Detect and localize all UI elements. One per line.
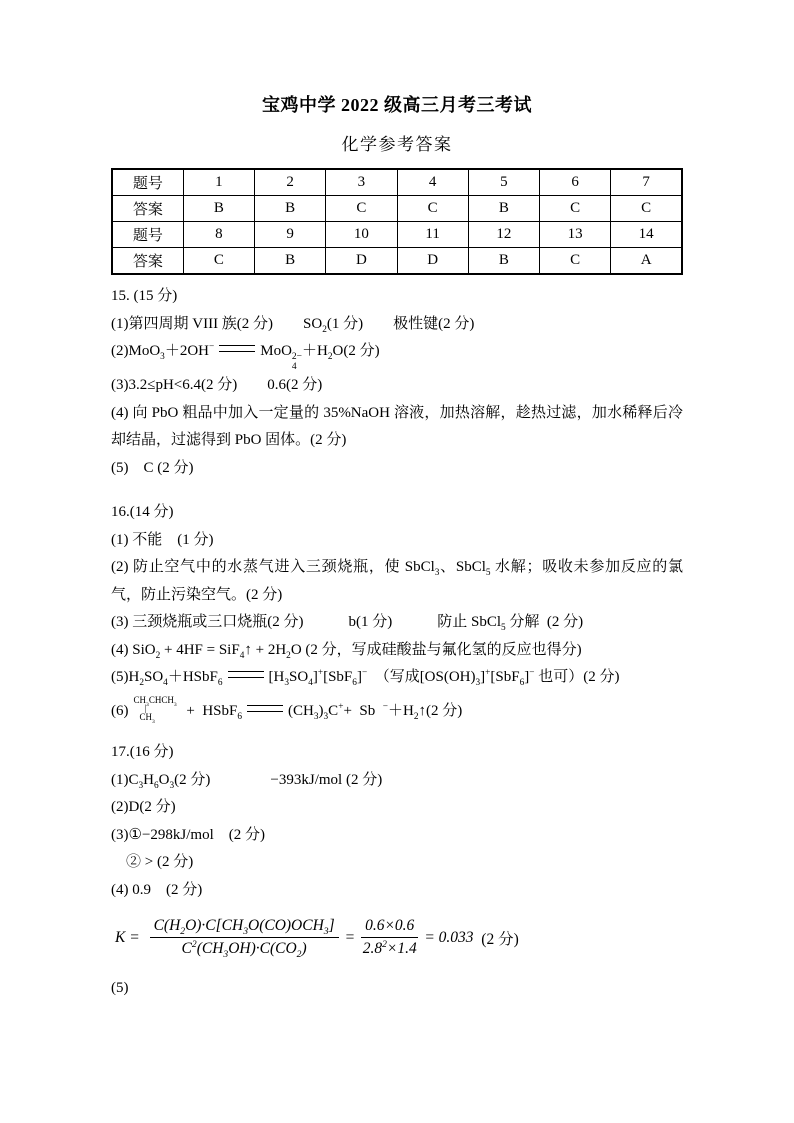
answer-cell: C [611,196,682,222]
section-heading: 15. (15 分) [111,288,178,304]
answer-cell: 13 [540,222,611,248]
answer-line: (5) C (2 分) [111,459,194,476]
answer-table [111,168,683,275]
answer-line: (4) 0.9 (2 分) [111,881,203,898]
page-subtitle: 化学参考答案 [341,135,453,154]
answer-line: (2)MoO$_3$＋2OH− MoO 2− 4 $+H_2O(2$ 分) [111,342,380,372]
answer-section [111,499,683,725]
answer-line: (4) 向 PbO 粗品中加入一定量的 35%NaOH 溶液，加热溶解，趁热过滤，加水稀释后冷却结晶，过滤得到 PbO 固体。(2 分) [111,404,683,449]
answer-cell: 3 [326,169,397,196]
answer-cell: 4 [397,169,468,196]
answer-cell: 1 [183,169,254,196]
answer-cell: 11 [397,222,468,248]
double-line-equals [228,671,264,678]
answer-cell: D [326,248,397,275]
answer-cell: B [255,248,326,275]
answer-cell: C [326,196,397,222]
answer-cell: C [183,248,254,275]
structure-bottom: $CH_3$ [139,711,155,725]
structure-prefix: (6) [111,703,129,720]
structure-top: $CH_3CHCH_3$ [133,694,177,708]
row-header-cell: 题号 [112,222,183,248]
answer-cell: 9 [255,222,326,248]
answer-line: ② > (2 分) [111,854,194,871]
table-row [112,196,682,222]
section-heading: 17.(16 分) [111,744,174,761]
structure-equation: + HSbF$_6$ $(CH_3)_3C^++ Sb$ $^-+H_2↑(2$ 分) [182,702,463,723]
answer-line: (1)第四周期 VIII 族(2 分) $SO_2(1$ 分) 极性键(2 分) [111,315,475,335]
keq-equals: = [344,928,356,946]
double-line-equals [219,345,255,352]
keq-lead: K = [115,928,144,946]
answer-line: (5) [111,980,129,997]
double-line-equals [247,705,283,712]
answer-cell: 6 [540,169,611,196]
answer-cell: 8 [183,222,254,248]
charge-stack: 2− 4 [291,352,303,372]
answer-line: $(1)C_3H_6O_3(2$ 分) −393kJ/mol (2 分) [111,771,383,791]
fraction-denominator: $2.8^2\times 1.4$ [362,939,417,958]
answer-cell: C [540,196,611,222]
structure-bond: | [144,703,147,714]
fraction [150,917,339,961]
answer-cell: 14 [611,222,682,248]
page-title: 宝鸡中学 2022 级高三月考三考试 [262,95,532,115]
answer-line: (1) 不能 (1 分) [111,531,214,548]
answer-section [111,283,683,482]
answer-cell: D [397,248,468,275]
answer-cell: 10 [326,222,397,248]
answer-line: (2)D(2 分) [111,799,176,816]
answer-cell: B [468,196,539,222]
answer-cell: B [183,196,254,222]
fraction [361,917,418,958]
answer-cell: 12 [468,222,539,248]
equilibrium-constant-line [115,917,683,961]
row-header-cell: 题号 [112,169,183,196]
document-page [111,0,683,1003]
table-row [112,222,682,248]
keq-score: (2 分) [473,930,519,948]
row-header-cell: 答案 [112,196,183,222]
table-row [112,169,682,196]
table-row [112,248,682,275]
answer-line: (3)3.2≤pH<6.4(2 分) 0.6(2 分) [111,377,323,394]
answer-cell: B [468,248,539,275]
answer-cell: A [611,248,682,275]
section-heading: 16.(14 分) [111,504,174,521]
row-header-cell: 答案 [112,248,183,275]
answer-cell: C [397,196,468,222]
answer-cell: C [540,248,611,275]
answer-cell: 2 [255,169,326,196]
keq-result: = 0.033 [424,928,474,946]
answer-section [111,739,683,1003]
answer-cell: B [255,196,326,222]
answer-line-structure [111,694,683,725]
answer-line: (4) SiO$_2$ + 4HF = SiF$_4$↑ + $2H_2O$ (2 分，写成硅酸盐与氟化氢的反应也得分) [111,641,582,661]
answer-line: (3)①−298kJ/mol (2 分) [111,826,265,843]
fraction-numerator: $C(H_2O)\cdot C[CH_3O(CO)OCH_3]$ [150,917,339,938]
fraction-numerator: 0.6×0.6 [361,917,418,938]
answer-line: (3) 三颈烧瓶或三口烧瓶(2 分) b(1 分) 防止 SbCl$_5$ 分解 (2 分) [111,614,584,634]
answer-cell: 7 [611,169,682,196]
answer-line: (2) 防止空气中的水蒸气进入三颈烧瓶，使 SbCl$_3$、SbCl$_5$ 水解；吸收未参加反应的氯气，防止污染空气。(2 分) [111,559,683,603]
answer-line: $(5)H_2SO_4+HSbF_6$ $[H_3SO_4]^+[SbF_6]^-$ （写成$[OS(OH)_3]^+[SbF_6]^-$ 也可）(2 分) [111,668,620,689]
answer-table-body [112,169,682,274]
answer-cell: 5 [468,169,539,196]
fraction-denominator: $C^2(CH_3OH)\cdot C(CO_2)$ [181,939,307,961]
sections [111,283,683,1003]
structural-formula [133,694,177,725]
